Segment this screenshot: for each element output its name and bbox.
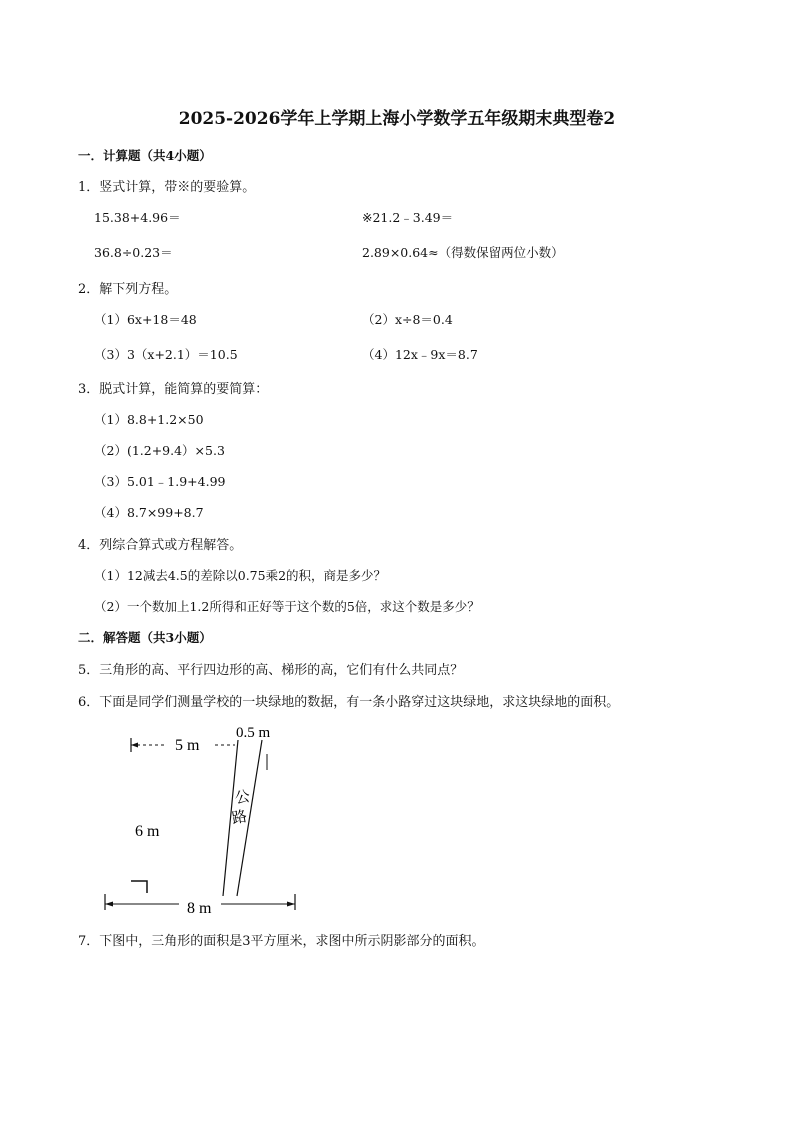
- q3-item-2: （2）(1.2+9.4）×5.3: [94, 443, 225, 458]
- q1-item-4: 2.89×0.64≈（得数保留两位小数）: [362, 245, 564, 260]
- q3-item-3: （3）5.01﹣1.9+4.99: [94, 474, 226, 489]
- road-width-label: 0.5 m: [236, 725, 271, 741]
- q2-item-1-num: （1）: [94, 312, 127, 327]
- road-label-2: 路: [230, 808, 249, 828]
- question-6-stem: 6．下面是同学们测量学校的一块绿地的数据，有一条小路穿过这块绿地，求这块绿地的面积。: [78, 695, 620, 710]
- q2-item-1: [94, 310, 197, 328]
- q2-item-3-expr: 3（x+2.1）＝10.5: [126, 347, 238, 362]
- q2-item-1-expr: 6x+18＝48: [126, 312, 197, 327]
- q2-item-4-expr: 12x﹣9x＝8.7: [394, 347, 478, 362]
- top-arrow-left: [131, 743, 138, 748]
- top-length-label: 5 m: [175, 737, 200, 754]
- q1-item-2: ※21.2﹣3.49＝: [362, 210, 454, 225]
- q2-item-3: [94, 345, 238, 363]
- q2-item-4: [362, 345, 478, 363]
- q2-item-2-expr: x÷8＝0.4: [394, 312, 453, 327]
- q4-item-1: （1）12减去4.5的差除以0.75乘2的积，商是多少？: [94, 568, 387, 583]
- q2-item-2: [362, 310, 453, 328]
- right-angle-mark: [131, 881, 147, 893]
- q2-item-3-num: （3）: [94, 347, 127, 362]
- section-1-heading: 一．计算题（共4小题）: [78, 148, 212, 163]
- bottom-arrow-right: [287, 902, 295, 907]
- q2-item-2-num: （2）: [362, 312, 395, 327]
- q4-item-2: （2）一个数加上1.2所得和正好等于这个数的5倍，求这个数是多少？: [94, 599, 480, 614]
- q1-item-3: 36.8÷0.23＝: [94, 245, 173, 260]
- question-7-stem: 7．下图中，三角形的面积是3平方厘米，求图中所示阴影部分的面积。: [78, 934, 485, 949]
- question-2-stem: 2．解下列方程。: [78, 282, 178, 297]
- question-3-stem: 3．脱式计算，能简算的要简算：: [78, 382, 269, 397]
- question-1-stem: 1．竖式计算，带※的要验算。: [78, 180, 256, 195]
- height-label: 6 m: [135, 823, 160, 840]
- page-title: 2025-2026学年上学期上海小学数学五年级期末典型卷2: [178, 109, 616, 129]
- q3-item-4: （4）8.7×99+8.7: [94, 505, 204, 520]
- bottom-arrow-left: [105, 902, 113, 907]
- question-5-stem: 5．三角形的高、平行四边形的高、梯形的高，它们有什么共同点？: [78, 663, 464, 678]
- q1-item-1: 15.38+4.96＝: [94, 210, 181, 225]
- q2-item-4-num: （4）: [362, 347, 395, 362]
- q3-item-1: （1）8.8+1.2×50: [94, 412, 204, 427]
- section-2-heading: 二．解答题（共3小题）: [78, 630, 212, 645]
- green-land-figure: [95, 718, 325, 918]
- bottom-length-label: 8 m: [187, 900, 212, 917]
- question-4-stem: 4．列综合算式或方程解答。: [78, 538, 243, 553]
- road-label-1: 公: [233, 788, 252, 808]
